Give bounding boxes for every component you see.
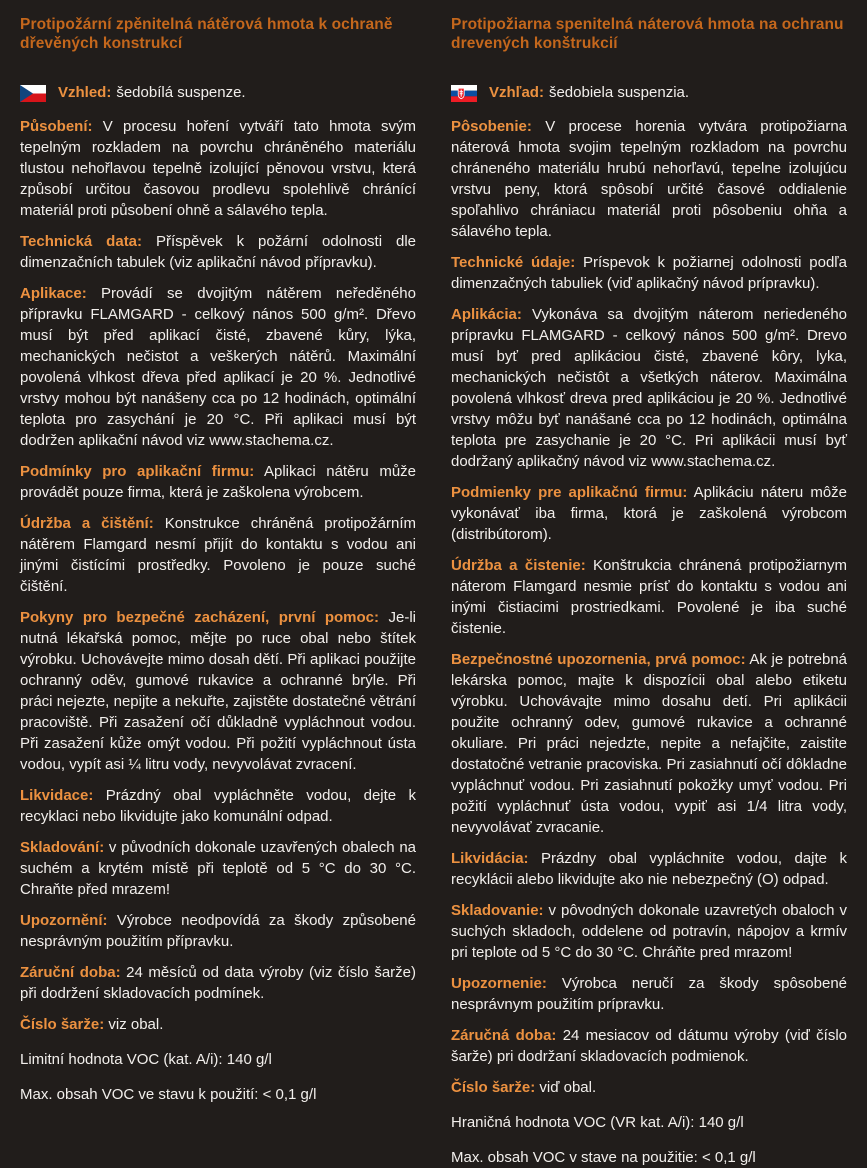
section-heading: Podmínky pro aplikační firmu: [20, 463, 255, 480]
section-heading: Bezpečnostné upozornenia, prvá pomoc: [451, 651, 746, 668]
section-heading: Záruční doba: [20, 964, 121, 981]
plain-line: Hraničná hodnota VOC (VR kat. A/i): 140 g/l [451, 1114, 744, 1131]
section-heading: Údržba a čištění: [20, 515, 154, 532]
section-paragraph: Pôsobenie: V procese horenia vytvára protipožiarna náterová hmota svojim tepelným rozkladom na povrchu chráneného materiálu hrubú nehorľavú, tepelne izolujúcu vrstvu peny, ktorá spôsobí určité časové oddialenie spoľahlivo chrániacu materiál proti pôsobeniu ohňa a sálavého tepla. [451, 118, 847, 240]
czech-column [20, 15, 417, 1103]
section-paragraph: Likvidace: Prázdný obal vypláchněte vodou, dejte k recyklaci nebo likvidujte jako komunální odpad. [20, 787, 416, 825]
section-heading: Aplikace: [20, 285, 87, 302]
section-heading: Podmienky pre aplikačnú firmu: [451, 484, 688, 501]
appearance-label: Vzhled: [58, 84, 112, 101]
section-heading: Upozornění: [20, 912, 108, 929]
slovak-sections [451, 116, 847, 1168]
section-heading: Záručná doba: [451, 1027, 557, 1044]
section-heading: Pokyny pro bezpečné zacházení, první pomoc: [20, 609, 380, 626]
section-heading: Pôsobenie: [451, 118, 532, 135]
section-paragraph: Pokyny pro bezpečné zacházení, první pomoc: Je-li nutná lékařská pomoc, mějte po ruce obal nebo štítek výrobku. Uchovávejte mimo dosah dětí. Při aplikaci použijte ochranný oděv, gumové rukavice a ochranné brýle. Při práci nejezte, nepijte a nekuřte, zajistěte dostatečné větrání pracoviště. Při zasažení očí důkladně vypláchnout vodou. Při zasažení kůže omýt vodou. Při požití vypláchnout ústa vodou, vypít asi ¼ litru vody, nevyvolávat zvracení. [20, 609, 417, 773]
section-paragraph: Záruční doba: 24 měsíců od data výroby (viz číslo šarže) při dodržení skladovacích podmínek. [20, 964, 417, 1002]
czech-title: Protipožární zpěnitelná nátěrová hmota k ochraně dřevěných konstrukcí [20, 16, 393, 52]
section-paragraph: Číslo šarže: viz obal. [20, 1016, 164, 1033]
section-paragraph: Upozornění: Výrobce neodpovídá za škody způsobené nesprávným použitím přípravku. [20, 912, 416, 950]
czech-sections [20, 116, 416, 1105]
section-heading: Působení: [20, 118, 93, 135]
section-paragraph: Údržba a čistenie: Konštrukcia chránená protipožiarnym náterom Flamgard nesmie prísť do kontaktu s vodou ani inými čistiacimi prostriedkami. Povolené je iba suché čistenie. [451, 557, 848, 637]
section-paragraph: Záručná doba: 24 mesiacov od dátumu výroby (viď číslo šarže) pri dodržaní skladovacích podmienok. [451, 1027, 847, 1065]
section-heading: Likvidace: [20, 787, 94, 804]
section-paragraph: Technické údaje: Príspevok k požiarnej odolnosti podľa dimenzačných tabuliek (viď aplikačný návod prípravku). [451, 254, 848, 292]
section-heading: Skladování: [20, 839, 105, 856]
section-paragraph: Aplikácia: Vykonáva sa dvojitým náterom neriedeného prípravku FLAMGARD - celkový nános 500 g/m². Drevo musí byť pred aplikáciou čisté, zbavené kôry, lyka, mechanických nečistôt a všetkých náterov. Maximálna povolená vlhkosť dreva pred aplikáciou je 20 %. Jednotlivé vrstvy môžu byť nanášané cca po 12 hodinách, optimálna teplota pre zasychanie je 20 °C. Pri aplikácii musí byť dodržaný aplikačný návod viz www.stachema.cz. [451, 306, 847, 470]
slovak-appearance-row [451, 83, 847, 103]
section-paragraph: Číslo šarže: viď obal. [451, 1079, 597, 1096]
section-heading: Aplikácia: [451, 306, 522, 323]
czech-appearance-row [20, 83, 416, 103]
section-heading: Technická data: [20, 233, 143, 250]
section-paragraph: Skladovanie: v pôvodných dokonale uzavretých obaloch v suchých skladoch, oddelene od potravín, nápojov a krmív pri teplote od 5 °C do 30 °C. Chráňte pred mrazom! [451, 902, 848, 961]
slovak-title: Protipožiarna spenitelná náterová hmota na ochranu drevených konštrukcií [451, 16, 844, 52]
section-paragraph: Působení: V procesu hoření vytváří tato hmota svým tepelným rozkladem na povrchu chráněného materiálu tlustou nehořlavou tepelně izolující pěnovou vrstvu, která způsobí určitou časovou prodlevu spolehlivě chránící materiál proti působení ohně a sálavého tepla. [20, 118, 416, 219]
section-paragraph: Bezpečnostné upozornenia, prvá pomoc: Ak je potrebná lekárska pomoc, majte k dispozícii obal alebo etiketu výrobku. Uchovávajte mimo dosahu detí. Pri aplikácii použite ochranný odev, gumové rukavice a ochranné okuliare. Pri práci nejedzte, nepite a nefajčite, zaistite dostatočné vetranie pracoviska. Pri zasiahnutí očí dôkladne vypláchnuť vodou. Pri zasiahnutí pokožky umyť vodou. Pri požití vypláchnuť ústa vodou, vypiť asi 1/4 litra vody, nevyvolávať zvracanie. [451, 651, 848, 836]
slovak-flag-icon [451, 85, 477, 102]
section-heading: Likvidácia: [451, 850, 529, 867]
section-paragraph: Aplikace: Provádí se dvojitým nátěrem neředěného přípravku FLAMGARD - celkový nános 500 g/m². Dřevo musí být před aplikací čisté, zbavené kůry, lýka, mechanických nečistot a veškerých nátěrů. Maximální povolená vlhkost dřeva před aplikací je 20 %. Jednotlivé vrstvy mohou být nanášeny cca po 12 hodinách, optimální teplota pro zasychání je 20 °C. Při aplikaci musí být dodržen aplikační návod viz www.stachema.cz. [20, 285, 416, 449]
czech-flag-icon [20, 85, 46, 102]
section-paragraph: Technická data: Příspěvek k požární odolnosti dle dimenzačních tabulek (viz aplikační návod přípravku). [20, 233, 416, 271]
appearance-label: Vzhľad: [489, 84, 544, 101]
section-heading: Upozornenie: [451, 975, 547, 992]
slovak-column [451, 15, 848, 1166]
plain-line: Max. obsah VOC v stave na použitie: < 0,1 g/l [451, 1149, 756, 1166]
plain-line: Max. obsah VOC ve stavu k použití: < 0,1 g/l [20, 1086, 317, 1103]
section-paragraph: Podmienky pre aplikačnú firmu: Aplikáciu náteru môže vykonávať iba firma, ktorá je zaškolená výrobcom (distribútorom). [451, 484, 848, 543]
appearance-value: šedobiela suspenzia. [548, 84, 690, 101]
appearance-value: šedobílá suspenze. [116, 84, 246, 101]
section-paragraph: Skladování: v původních dokonale uzavřených obalech na suchém a krytém místě při teplotě od 5 °C do 30 °C. Chraňte před mrazem! [20, 839, 416, 898]
section-heading: Technické údaje: [451, 254, 576, 271]
section-heading: Číslo šarže: [451, 1079, 536, 1096]
plain-line: Limitní hodnota VOC (kat. A/i): 140 g/l [20, 1051, 272, 1068]
section-paragraph: Likvidácia: Prázdny obal vypláchnite vodou, dajte k recyklácii alebo likvidujte ako nie nebezpečný (O) odpad. [451, 850, 847, 888]
section-paragraph: Podmínky pro aplikační firmu: Aplikaci nátěru může provádět pouze firma, která je zaškolena výrobcem. [20, 463, 417, 501]
section-heading: Skladovanie: [451, 902, 544, 919]
section-heading: Údržba a čistenie: [451, 557, 586, 574]
section-paragraph: Upozornenie: Výrobca neručí za škody spôsobené nesprávnym použitím prípravku. [451, 975, 848, 1013]
section-heading: Číslo šarže: [20, 1016, 105, 1033]
section-paragraph: Údržba a čištění: Konstrukce chráněná protipožárním nátěrem Flamgard nesmí přijít do kontaktu s vodou ani jinými čistícími prostředky. Povoleno je pouze suché čištění. [20, 515, 416, 595]
